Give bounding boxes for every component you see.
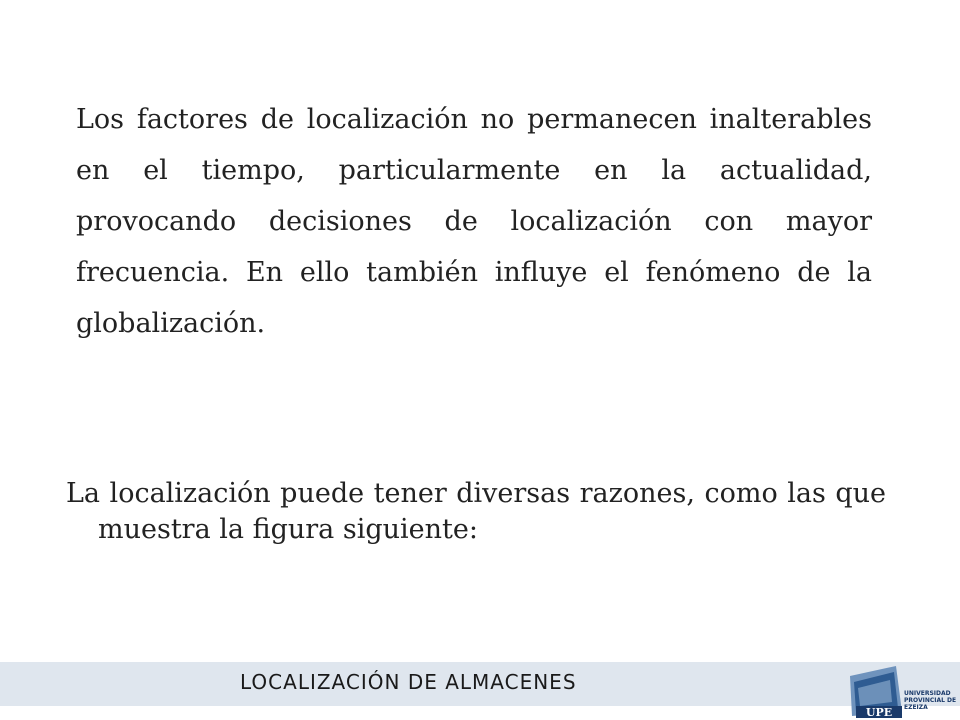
logo-wordmark-line-3: EZEIZA	[904, 704, 928, 711]
body-paragraph-1: Los factores de localización no permanecen inalterables en el tiempo, particularmente en la actualidad, provocando decisiones de localización con mayor frecuencia. En ello también influye el fenómeno de la globalización.	[76, 104, 872, 339]
logo-wordmark	[904, 690, 956, 711]
logo-wordmark-line-2: PROVINCIAL DE	[904, 697, 957, 704]
logo-acronym: UPE	[865, 706, 893, 719]
body-paragraph-2: La localización puede tener diversas razones, como las que muestra la figura siguiente:	[66, 478, 886, 545]
footer-title: LOCALIZACIÓN DE ALMACENES	[240, 670, 577, 694]
logo-wordmark-line-1: UNIVERSIDAD	[904, 690, 951, 697]
